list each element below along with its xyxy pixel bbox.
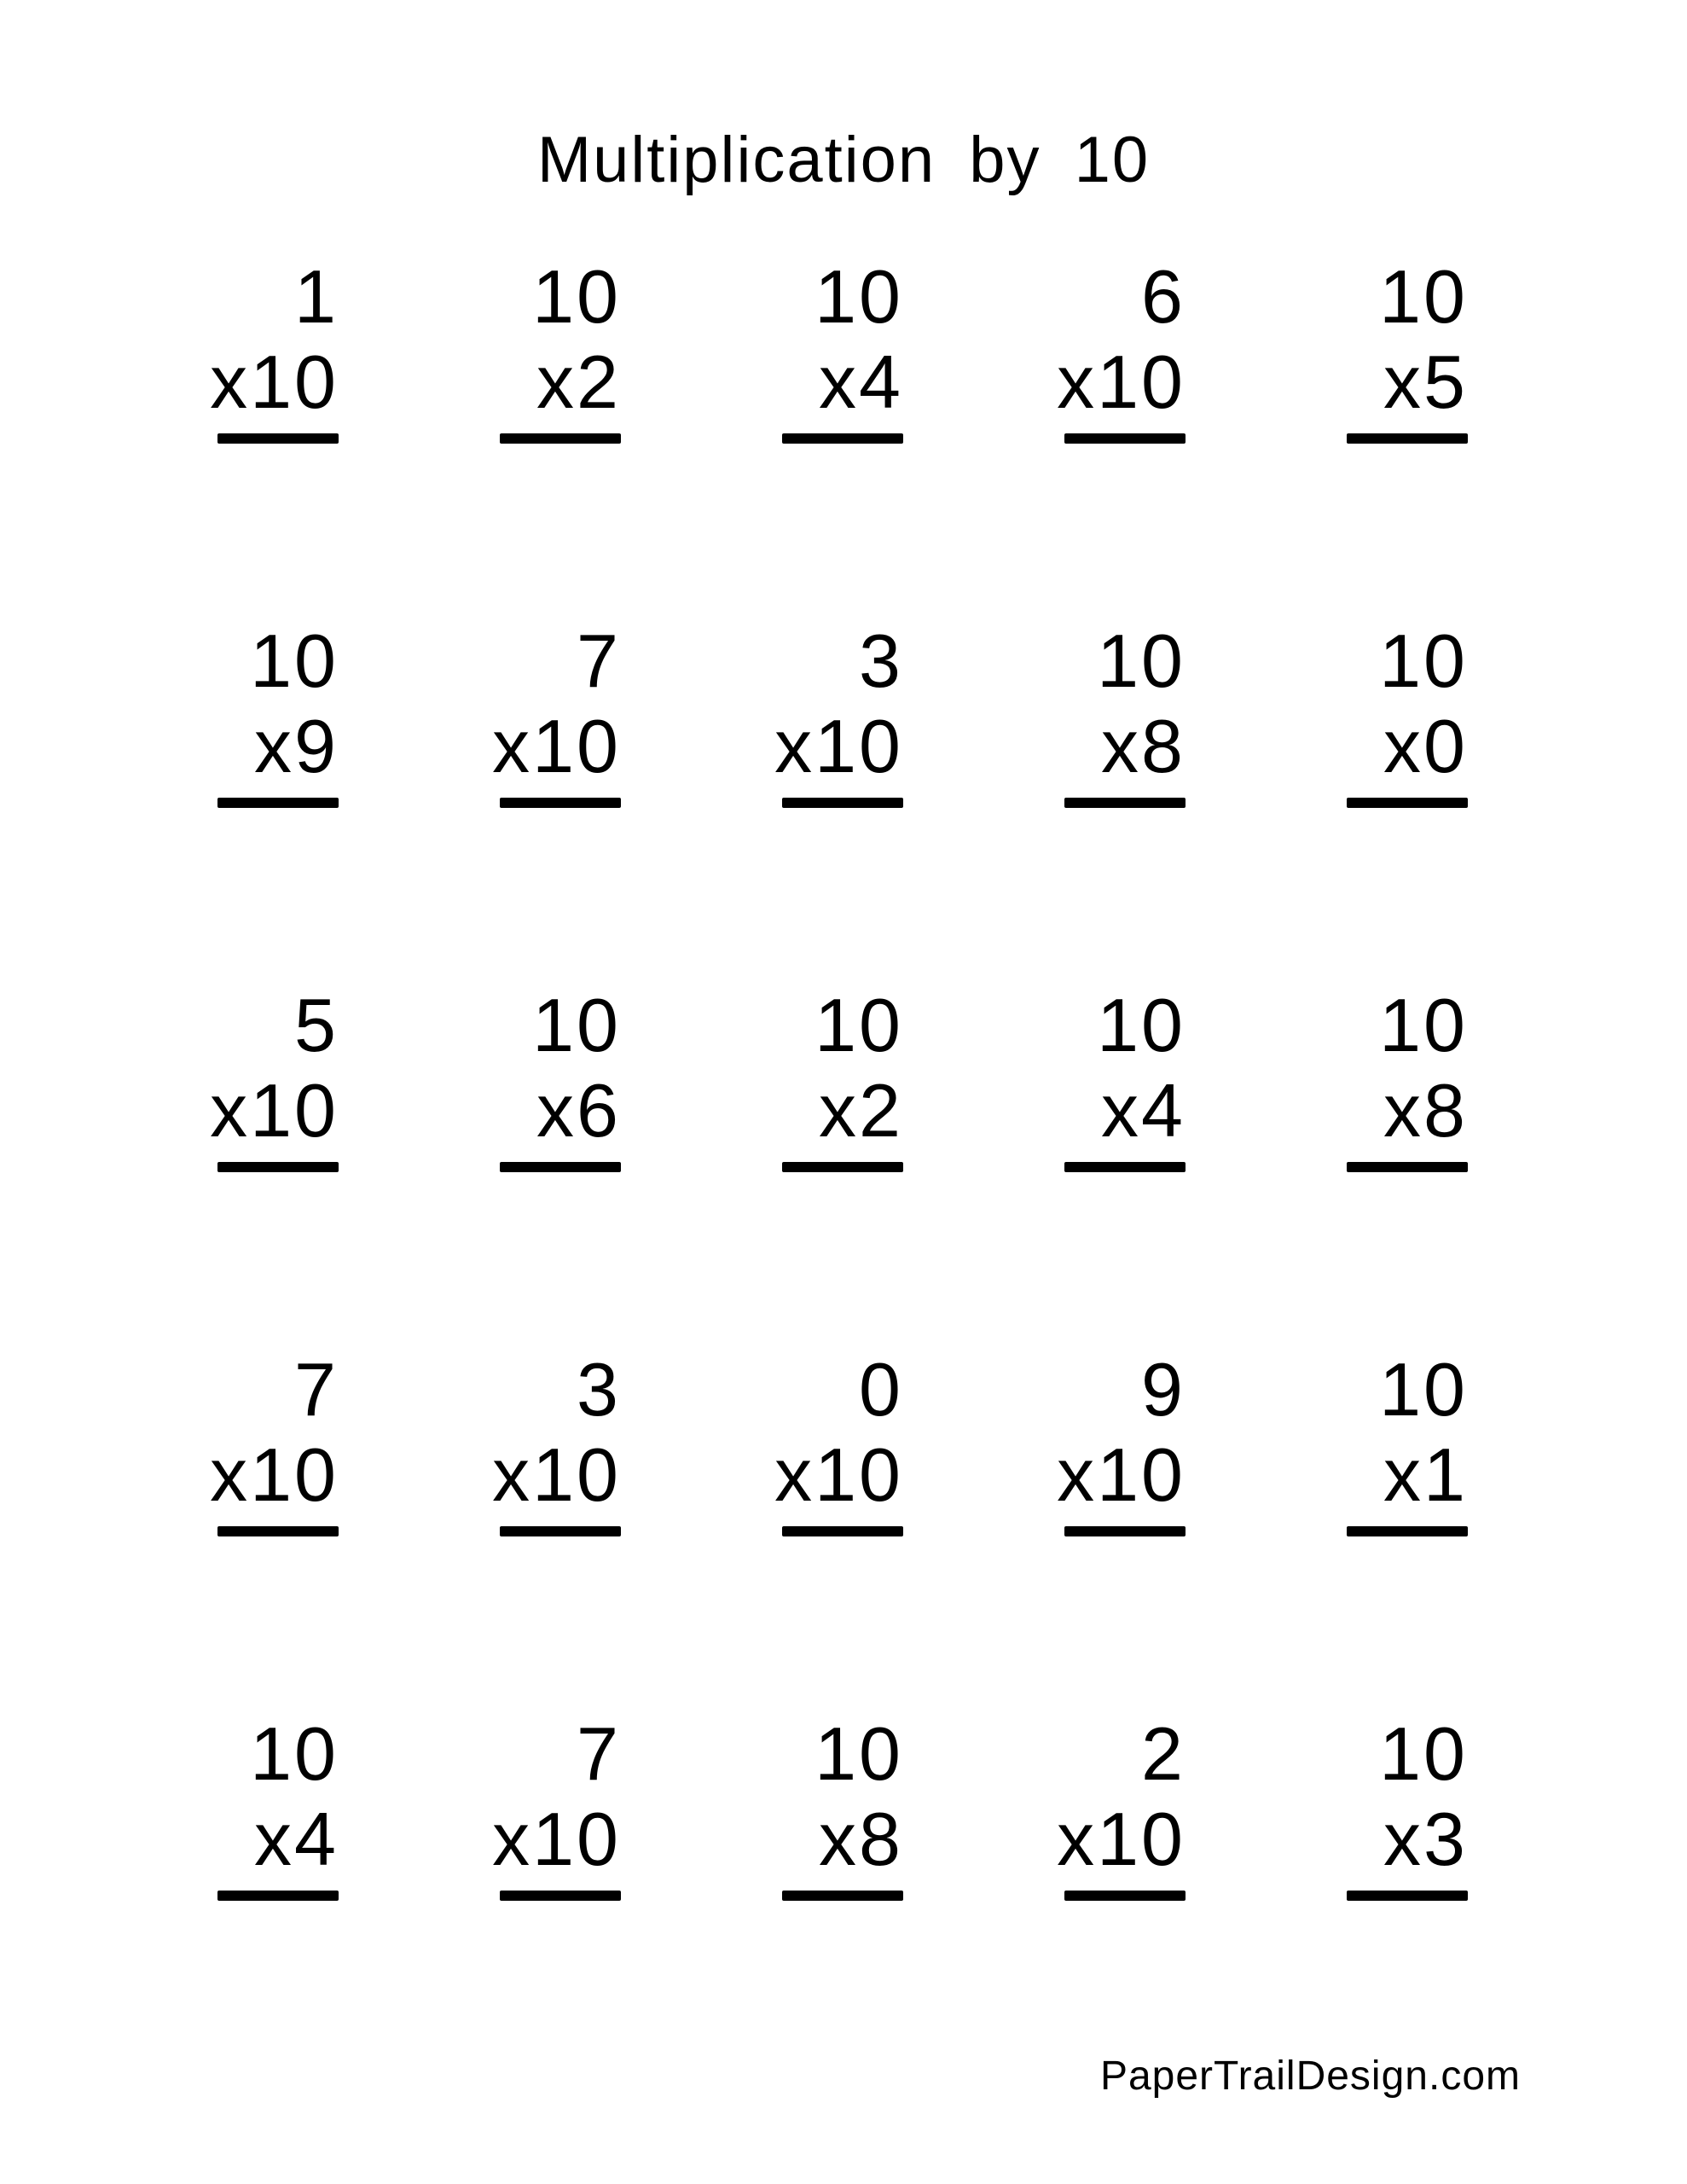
multiplication-problem [774, 1347, 903, 1536]
multiplication-problem [1347, 1347, 1468, 1536]
top-operand: 7 [577, 619, 621, 703]
problem-cell [56, 79, 339, 444]
top-operand: 10 [1379, 983, 1468, 1067]
problem-cell [339, 79, 621, 444]
answer-line [1347, 1891, 1468, 1901]
top-operand: 10 [1379, 254, 1468, 339]
problems-grid [56, 79, 1468, 1901]
answer-line [217, 1526, 339, 1536]
answer-line [1064, 798, 1186, 808]
answer-line [1347, 1162, 1468, 1172]
answer-line [782, 1162, 903, 1172]
bottom-operand: x10 [492, 1432, 621, 1517]
multiplication-problem [210, 983, 339, 1172]
answer-line [1064, 1526, 1186, 1536]
bottom-operand: x8 [1101, 704, 1186, 788]
problem-cell [56, 808, 339, 1172]
bottom-operand: x10 [774, 704, 903, 788]
top-operand: 10 [815, 983, 903, 1067]
problem-cell [1186, 808, 1468, 1172]
problem-cell [339, 1172, 621, 1536]
problem-cell [621, 444, 903, 808]
multiplication-problem [1064, 983, 1186, 1172]
bottom-operand: x10 [210, 1432, 339, 1517]
answer-line [217, 433, 339, 444]
top-operand: 10 [1379, 619, 1468, 703]
answer-line [500, 1891, 621, 1901]
multiplication-problem [1347, 254, 1468, 444]
multiplication-problem [1064, 619, 1186, 808]
top-operand: 10 [1097, 983, 1186, 1067]
top-operand: 6 [1141, 254, 1186, 339]
answer-line [500, 433, 621, 444]
problem-cell [339, 808, 621, 1172]
bottom-operand: x10 [1057, 1432, 1186, 1517]
problem-cell [1186, 1172, 1468, 1536]
answer-line [217, 1891, 339, 1901]
answer-line [782, 798, 903, 808]
worksheet-title: Multiplication by 10 [536, 124, 1151, 196]
problem-cell [903, 808, 1186, 1172]
bottom-operand: x2 [536, 340, 621, 424]
bottom-operand: x0 [1383, 704, 1468, 788]
top-operand: 2 [1141, 1711, 1186, 1796]
top-operand: 5 [294, 983, 339, 1067]
answer-line [1347, 433, 1468, 444]
problem-cell [903, 444, 1186, 808]
multiplication-problem [1347, 983, 1468, 1172]
multiplication-problem [1057, 254, 1186, 444]
top-operand: 1 [294, 254, 339, 339]
bottom-operand: x10 [1057, 1797, 1186, 1881]
multiplication-problem [217, 1711, 339, 1901]
multiplication-problem [217, 619, 339, 808]
problem-cell [903, 1536, 1186, 1901]
top-operand: 9 [1141, 1347, 1186, 1432]
problem-cell [56, 444, 339, 808]
bottom-operand: x4 [819, 340, 903, 424]
bottom-operand: x8 [1383, 1068, 1468, 1153]
problem-cell [1186, 444, 1468, 808]
problem-cell [1186, 1536, 1468, 1901]
problem-cell [903, 79, 1186, 444]
top-operand: 0 [859, 1347, 903, 1432]
bottom-operand: x6 [536, 1068, 621, 1153]
multiplication-problem [1347, 619, 1468, 808]
multiplication-problem [210, 254, 339, 444]
answer-line [782, 1891, 903, 1901]
bottom-operand: x10 [1057, 340, 1186, 424]
top-operand: 10 [250, 1711, 339, 1796]
top-operand: 10 [250, 619, 339, 703]
top-operand: 10 [1379, 1711, 1468, 1796]
multiplication-problem [210, 1347, 339, 1536]
problem-cell [56, 1172, 339, 1536]
bottom-operand: x10 [774, 1432, 903, 1517]
top-operand: 10 [1379, 1347, 1468, 1432]
answer-line [500, 798, 621, 808]
bottom-operand: x2 [819, 1068, 903, 1153]
multiplication-problem [1347, 1711, 1468, 1901]
bottom-operand: x10 [492, 704, 621, 788]
multiplication-problem [492, 1711, 621, 1901]
answer-line [217, 1162, 339, 1172]
answer-line [1347, 1526, 1468, 1536]
answer-line [782, 433, 903, 444]
top-operand: 10 [532, 254, 621, 339]
bottom-operand: x4 [254, 1797, 339, 1881]
answer-line [1064, 433, 1186, 444]
footer-credit: PaperTrailDesign.com [1099, 2053, 1521, 2099]
top-operand: 3 [577, 1347, 621, 1432]
top-operand: 10 [532, 983, 621, 1067]
multiplication-problem [500, 254, 621, 444]
multiplication-problem [782, 983, 903, 1172]
multiplication-problem [1057, 1347, 1186, 1536]
top-operand: 10 [815, 1711, 903, 1796]
answer-line [500, 1526, 621, 1536]
bottom-operand: x10 [492, 1797, 621, 1881]
top-operand: 3 [859, 619, 903, 703]
problem-cell [621, 1172, 903, 1536]
answer-line [1347, 798, 1468, 808]
problem-cell [903, 1172, 1186, 1536]
multiplication-problem [782, 1711, 903, 1901]
problem-cell [339, 444, 621, 808]
answer-line [1064, 1162, 1186, 1172]
bottom-operand: x10 [210, 1068, 339, 1153]
problem-cell [56, 1536, 339, 1901]
multiplication-problem [782, 254, 903, 444]
problem-cell [621, 1536, 903, 1901]
answer-line [1064, 1891, 1186, 1901]
multiplication-problem [500, 983, 621, 1172]
bottom-operand: x3 [1383, 1797, 1468, 1881]
problem-cell [621, 808, 903, 1172]
top-operand: 10 [815, 254, 903, 339]
bottom-operand: x1 [1383, 1432, 1468, 1517]
top-operand: 7 [294, 1347, 339, 1432]
top-operand: 10 [1097, 619, 1186, 703]
bottom-operand: x9 [254, 704, 339, 788]
bottom-operand: x5 [1383, 340, 1468, 424]
problem-cell [339, 1536, 621, 1901]
multiplication-problem [1057, 1711, 1186, 1901]
answer-line [217, 798, 339, 808]
bottom-operand: x4 [1101, 1068, 1186, 1153]
problem-cell [621, 79, 903, 444]
answer-line [500, 1162, 621, 1172]
bottom-operand: x10 [210, 340, 339, 424]
answer-line [782, 1526, 903, 1536]
multiplication-problem [774, 619, 903, 808]
bottom-operand: x8 [819, 1797, 903, 1881]
top-operand: 7 [577, 1711, 621, 1796]
multiplication-problem [492, 1347, 621, 1536]
problem-cell [1186, 79, 1468, 444]
multiplication-problem [492, 619, 621, 808]
